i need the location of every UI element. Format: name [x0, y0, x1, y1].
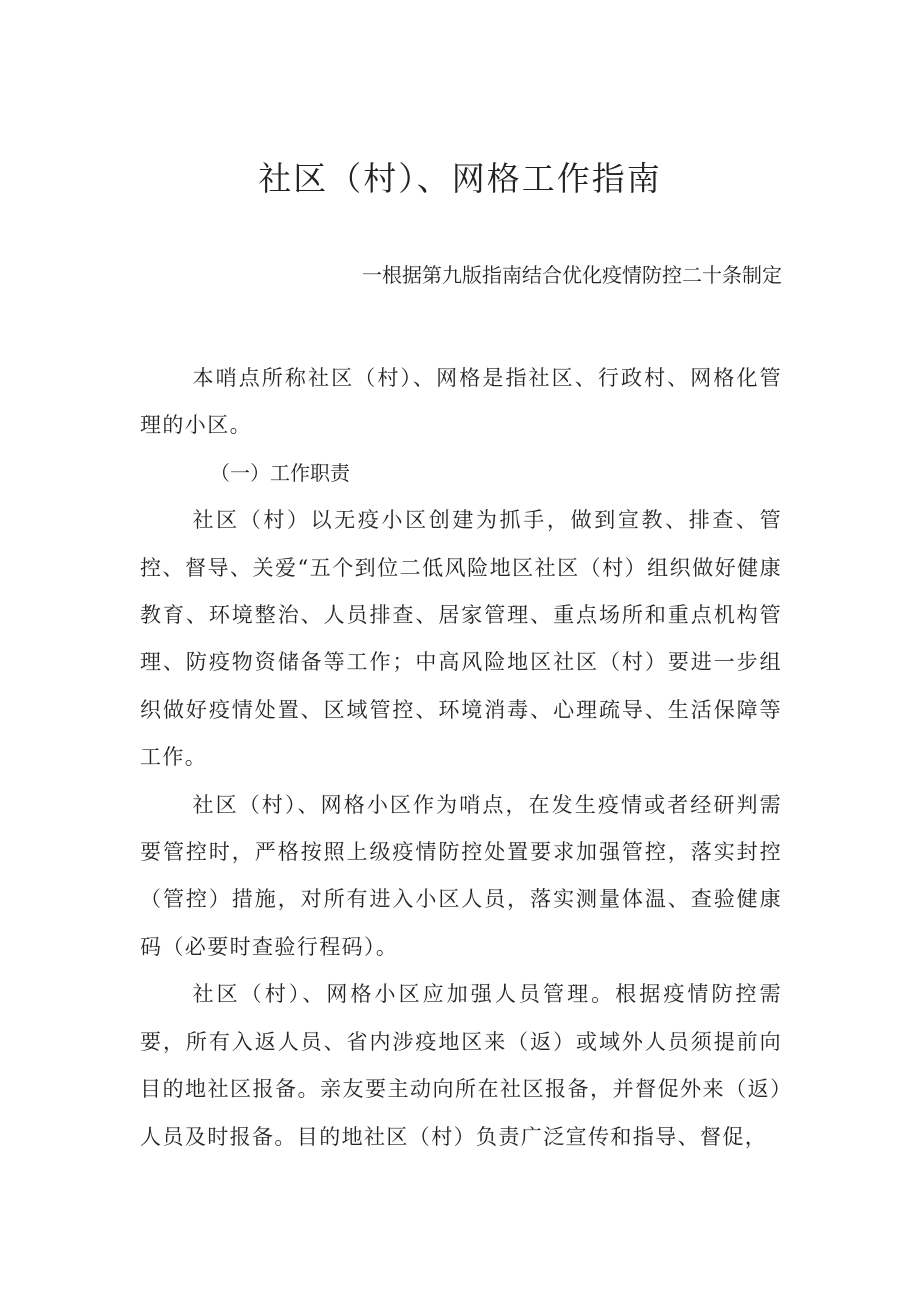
paragraph-duties: 社区（村）以无疫小区创建为抓手，做到宣教、排查、管控、督导、关爱“五个到位二低风险地区社区（村）组织做好健康教育、环境整治、人员排查、居家管理、重点场所和重点机构管理、防疫物资储备等工作；中高风险地区社区（村）要进一步组织做好疫情处置、区域管控、环境消毒、心理疏导、生活保障等工作。 — [140, 508, 782, 770]
paragraph-personnel: 社区（村）、网格小区应加强人员管理。根据疫情防控需要，所有入返人员、省内涉疫地区来（返）或域外人员须提前向目的地社区报备。亲友要主动向所在社区报备，并督促外来（返）人员及时报备。目的地社区（村）负责广泛宣传和指导、督促， — [140, 982, 782, 1149]
paragraph-scope: 本哨点所称社区（村）、网格是指社区、行政村、网格化管理的小区。 — [140, 366, 782, 438]
section-heading-duties: （一）工作职责 — [210, 460, 350, 485]
document-title: 社区（村）、网格工作指南 — [258, 159, 662, 198]
document-body — [140, 355, 782, 1161]
paragraph-sentinel: 社区（村）、网格小区作为哨点，在发生疫情或者经研判需要管控时，严格按照上级疫情防控处置要求加强管控，落实封控（管控）措施，对所有进入小区人员，落实测量体温、查验健康码（必要时查验行程码）。 — [140, 792, 782, 959]
document-subtitle: 一根据第九版指南结合优化疫情防控二十条制定 — [362, 263, 782, 287]
